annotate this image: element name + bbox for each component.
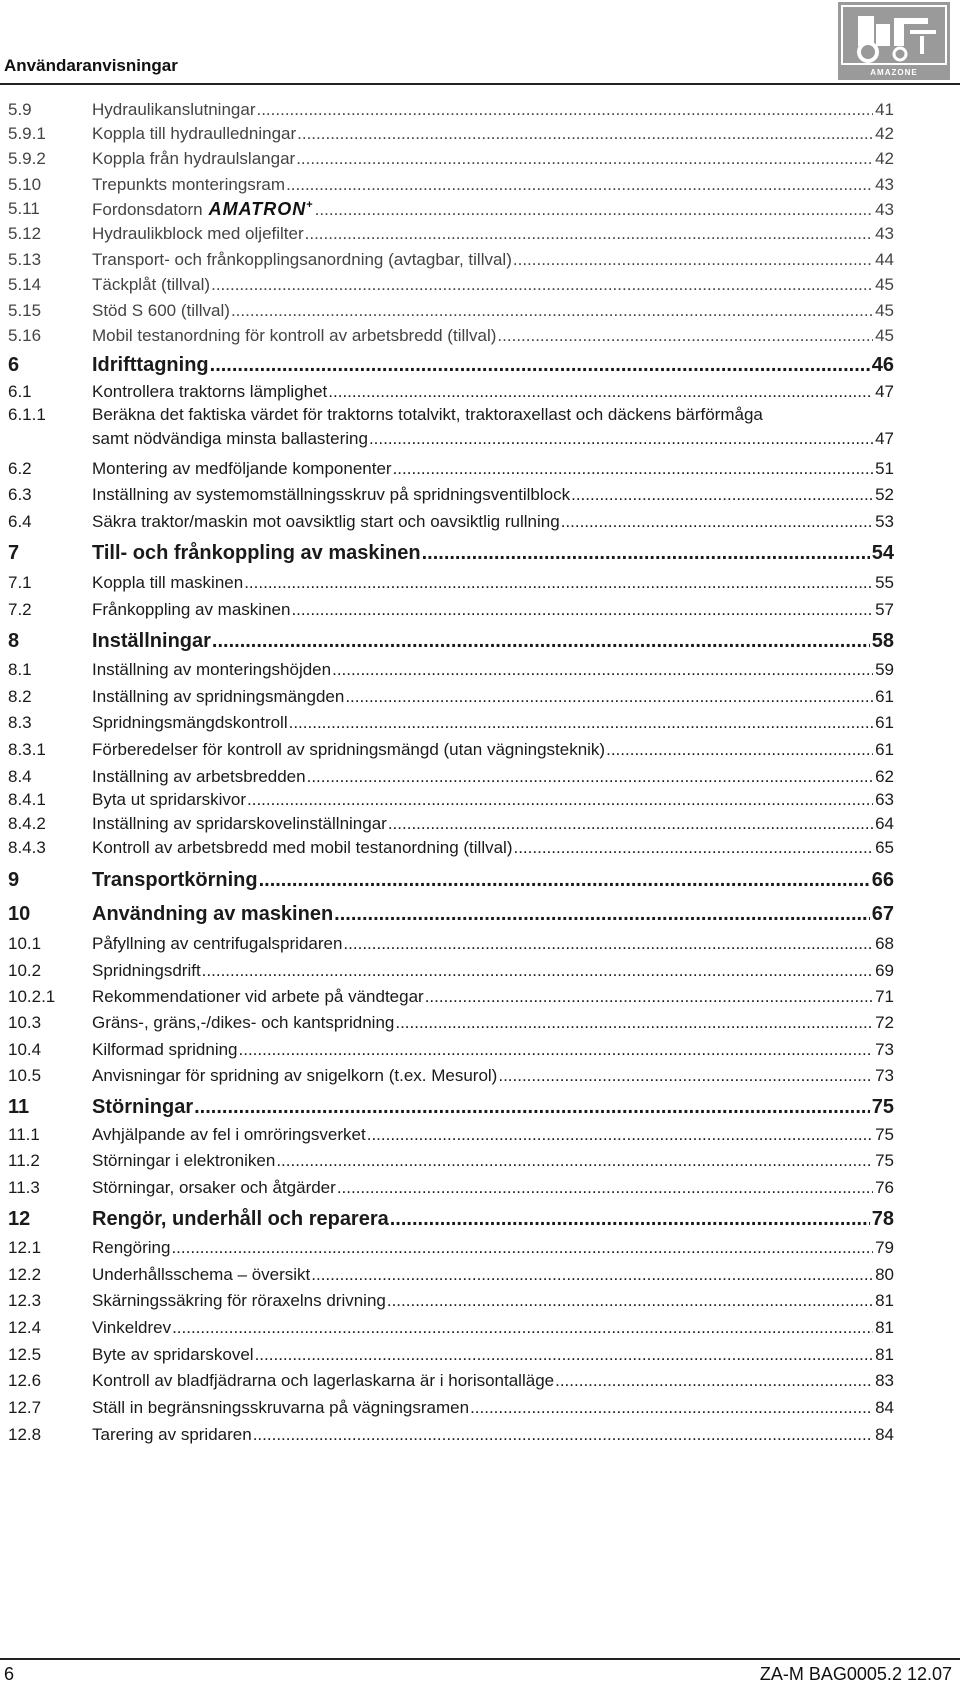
dot-leader <box>255 1345 874 1365</box>
dot-leader <box>244 573 873 593</box>
toc-entry-page: 43 <box>875 200 894 219</box>
amatron-logo <box>209 199 314 220</box>
dot-leader <box>256 100 873 120</box>
toc-entry-page: 65 <box>875 838 894 857</box>
toc-entry-page: 84 <box>875 1398 894 1417</box>
toc-entry-number: 11 <box>8 1096 30 1118</box>
toc-entry-number: 5.11 <box>8 199 40 218</box>
toc-entry-title: Mobil testanordning för kontroll av arbetsbredd (tillval) <box>92 326 497 345</box>
toc-entry-title: Trepunkts monteringsram <box>92 175 286 194</box>
toc-entry-page: 81 <box>875 1291 894 1310</box>
dot-leader <box>307 767 873 787</box>
toc-entry-title: Inställning av spridarskovelinställningar <box>92 814 387 833</box>
dot-leader <box>334 903 870 926</box>
toc-entry-title: Förberedelser för kontroll av spridningsmängd (utan vägningsteknik) <box>92 740 606 759</box>
dot-leader <box>422 542 870 565</box>
toc-entry-title: samt nödvändiga minsta ballastering <box>92 429 368 448</box>
toc-entry-title: Spridningsdrift <box>92 961 201 980</box>
toc-entry-number: 5.10 <box>8 175 42 194</box>
dot-leader <box>498 1066 873 1086</box>
toc-entry-title: Fordonsdatorn <box>92 200 203 219</box>
toc-entry-number: 11.1 <box>8 1125 40 1144</box>
toc-entry-page: 41 <box>875 100 894 119</box>
toc-entry-title: Koppla till hydraulledningar <box>92 124 297 143</box>
toc-entry-title: Gräns-, gräns,-/dikes- och kantspridning <box>92 1013 395 1032</box>
toc-entry-number: 6.2 <box>8 459 32 478</box>
toc-entry-title: Frånkoppling av maskinen <box>92 600 291 619</box>
toc-entry-number: 10.2 <box>8 961 42 980</box>
toc-entry-title: Spridningsmängdskontroll <box>92 713 288 732</box>
toc-entry-number: 6 <box>8 354 20 376</box>
toc-entry-title: Anvisningar för spridning av snigelkorn (t.ex. Mesurol) <box>92 1066 498 1085</box>
toc-entry-page: 73 <box>875 1066 894 1085</box>
dot-leader <box>395 1013 873 1033</box>
dot-leader <box>345 687 873 707</box>
toc-entry-title: Vinkeldrev <box>92 1318 172 1337</box>
toc-entry-number: 8.1 <box>8 660 32 679</box>
toc-entry-page: 43 <box>875 224 894 243</box>
dot-leader <box>328 382 873 402</box>
toc-entry-number: 5.9 <box>8 100 32 119</box>
toc-entry-number: 5.9.2 <box>8 149 46 168</box>
toc-entry-number: 8.2 <box>8 687 32 706</box>
footer-document-id: ZA-M BAG0005.2 12.07 <box>759 1664 952 1684</box>
dot-leader <box>212 630 870 653</box>
toc-entry-title: Störningar, orsaker och åtgärder <box>92 1178 336 1197</box>
toc-entry-number: 7.2 <box>8 600 32 619</box>
footer-page-number: 6 <box>4 1664 15 1684</box>
toc-entry-title: Tarering av spridaren <box>92 1425 252 1444</box>
toc-entry-number: 6.1 <box>8 382 32 401</box>
toc-entry-page: 47 <box>875 429 894 448</box>
toc-entry-title: Byta ut spridarskivor <box>92 790 246 809</box>
toc-entry-page: 43 <box>875 175 894 194</box>
dot-leader <box>343 934 873 954</box>
dot-leader <box>425 987 873 1007</box>
dot-leader <box>390 1208 870 1231</box>
footer-divider <box>0 1658 960 1660</box>
toc-entry-page: 59 <box>875 660 894 679</box>
dot-leader <box>315 200 873 220</box>
toc-entry-title: Påfyllning av centrifugalspridaren <box>92 934 343 953</box>
toc-entry-page: 81 <box>875 1318 894 1337</box>
toc-entry-page: 73 <box>875 1040 894 1059</box>
logo-text: AMAZONE <box>870 68 918 77</box>
toc-entry-number: 5.16 <box>8 326 42 345</box>
toc-entry-page: 68 <box>875 934 894 953</box>
toc-entry-number: 10.5 <box>8 1066 42 1085</box>
toc-entry-number: 8 <box>8 630 20 652</box>
toc-entry-title: Inställning av arbetsbredden <box>92 767 306 786</box>
page-title: Användaranvisningar <box>4 56 178 75</box>
toc-entry-title: Inställningar <box>92 630 211 652</box>
dot-leader <box>202 961 873 981</box>
toc-entry-number: 8.4.3 <box>8 838 46 857</box>
toc-entry-page: 75 <box>871 1096 894 1118</box>
toc-entry-page: 66 <box>871 869 894 891</box>
toc-entry-page: 75 <box>875 1151 894 1170</box>
toc-entry-page: 58 <box>871 630 894 652</box>
toc-entry-number: 12.2 <box>8 1265 42 1284</box>
toc-entry-page: 72 <box>875 1013 894 1032</box>
dot-leader <box>367 1125 873 1145</box>
toc-entry-number: 8.3 <box>8 713 32 732</box>
dot-leader <box>171 1238 873 1258</box>
toc-entry-page: 62 <box>875 767 894 786</box>
dot-leader <box>369 429 873 449</box>
toc-entry-title: Rengör, underhåll och reparera <box>92 1208 389 1230</box>
toc-entry-page: 76 <box>875 1178 894 1197</box>
toc-entry-number: 5.9.1 <box>8 124 46 143</box>
toc-entry-page: 53 <box>875 512 894 531</box>
toc-entry-page: 71 <box>875 987 894 1006</box>
dot-leader <box>387 1291 873 1311</box>
toc-entry-title: Kilformad spridning <box>92 1040 238 1059</box>
dot-leader <box>393 459 874 479</box>
toc-entry-page: 45 <box>875 326 894 345</box>
toc-entry-title: Ställ in begränsningsskruvarna på vägningsramen <box>92 1398 470 1417</box>
dot-leader <box>571 485 873 505</box>
toc-entry-page: 42 <box>875 124 894 143</box>
toc-entry-page: 83 <box>875 1371 894 1390</box>
toc-entry-number: 10.2.1 <box>8 987 56 1006</box>
toc-entry-page: 75 <box>875 1125 894 1144</box>
dot-leader <box>276 1151 873 1171</box>
toc-entry-number: 10.1 <box>8 934 42 953</box>
toc-entry-title: Störningar <box>92 1096 194 1118</box>
dot-leader <box>210 354 870 377</box>
toc-entry-page: 46 <box>871 354 894 376</box>
toc-entry-title: Skärningssäkring för röraxelns drivning <box>92 1291 386 1310</box>
toc-entry-title: Beräkna det faktiska värdet för traktorns totalvikt, traktoraxellast och däckens bärförmåga <box>92 405 763 424</box>
toc-entry-title: Täckplåt (tillval) <box>92 275 211 294</box>
dot-leader <box>513 250 873 270</box>
toc-entry-title: Inställning av monteringshöjden <box>92 660 332 679</box>
toc-entry-number: 8.4.1 <box>8 790 46 809</box>
toc-entry-page: 79 <box>875 1238 894 1257</box>
toc-entry-title: Kontroll av bladfjädrarna och lagerlaskarna är i horisontalläge <box>92 1371 555 1390</box>
toc-entry-number: 5.12 <box>8 224 42 243</box>
dot-leader <box>606 740 873 760</box>
amatron-logo-text: AMATRON <box>208 199 307 219</box>
toc-entry-page: 55 <box>875 573 894 592</box>
toc-entry-title: Hydraulikblock med oljefilter <box>92 224 304 243</box>
dot-leader <box>289 713 873 733</box>
toc-entry-number: 8.4 <box>8 767 32 786</box>
toc-entry-number: 12.3 <box>8 1291 42 1310</box>
toc-entry-page: 63 <box>875 790 894 809</box>
toc-entry-page: 51 <box>875 459 894 478</box>
dot-leader <box>311 1265 873 1285</box>
toc-entry-number: 7.1 <box>8 573 32 592</box>
toc-entry-title: Stöd S 600 (tillval) <box>92 301 230 320</box>
toc-entry-page: 69 <box>875 961 894 980</box>
toc-entry-number: 6.4 <box>8 512 32 531</box>
dot-leader <box>513 838 873 858</box>
toc-entry-number: 12.5 <box>8 1345 42 1364</box>
toc-entry-title: Rengöring <box>92 1238 171 1257</box>
toc-entry-number: 10.4 <box>8 1040 42 1059</box>
dot-leader <box>239 1040 874 1060</box>
toc-entry-page: 57 <box>875 600 894 619</box>
dot-leader <box>388 814 873 834</box>
toc-entry-title: Inställning av systemomställningsskruv på spridningsventilblock <box>92 485 571 504</box>
toc-entry-title: Säkra traktor/maskin mot oavsiktlig start och oavsiktlig rullning <box>92 512 560 531</box>
toc-entry-number: 11.2 <box>8 1151 40 1170</box>
toc-entry-title: Användning av maskinen <box>92 903 334 925</box>
toc-entry-number: 12.1 <box>8 1238 42 1257</box>
toc-entry-page: 61 <box>875 740 894 759</box>
toc-entry-number: 9 <box>8 869 20 891</box>
dot-leader <box>332 660 873 680</box>
dot-leader <box>561 512 873 532</box>
toc-entry-title: Koppla från hydraulslangar <box>92 149 296 168</box>
toc-entry-page: 78 <box>871 1208 894 1230</box>
toc-entry-page: 64 <box>875 814 894 833</box>
dot-leader <box>253 1425 873 1445</box>
toc-entry-title: Transport- och frånkopplingsanordning (avtagbar, tillval) <box>92 250 512 269</box>
toc-entry-number: 5.14 <box>8 275 42 294</box>
toc-entry-page: 67 <box>871 903 894 925</box>
toc-entry-title: Underhållsschema – översikt <box>92 1265 311 1284</box>
toc-entry-page: 61 <box>875 687 894 706</box>
toc-entry-page: 42 <box>875 149 894 168</box>
toc-entry-title: Hydraulikanslutningar <box>92 100 256 119</box>
dot-leader <box>247 790 873 810</box>
dot-leader <box>497 326 873 346</box>
toc-entry-page: 84 <box>875 1425 894 1444</box>
toc-entry-number: 12.4 <box>8 1318 42 1337</box>
toc-entry-page: 54 <box>871 542 894 564</box>
toc-entry-number: 5.13 <box>8 250 42 269</box>
dot-leader <box>172 1318 873 1338</box>
toc-entry-title: Störningar i elektroniken <box>92 1151 276 1170</box>
toc-entry-title: Till- och frånkoppling av maskinen <box>92 542 421 564</box>
toc-entry-title: Koppla till maskinen <box>92 573 244 592</box>
toc-entry-page: 45 <box>875 275 894 294</box>
toc-entry-title: Avhjälpande av fel i omröringsverket <box>92 1125 366 1144</box>
toc-entry-page: 45 <box>875 301 894 320</box>
toc-entry-title: Inställning av spridningsmängden <box>92 687 345 706</box>
toc-entry-number: 12 <box>8 1208 31 1230</box>
toc-entry-title: Idrifttagning <box>92 354 209 376</box>
dot-leader <box>305 224 873 244</box>
dot-leader <box>211 275 873 295</box>
toc-entry-number: 5.15 <box>8 301 42 320</box>
toc-entry-page: 81 <box>875 1345 894 1364</box>
toc-entry-number: 12.6 <box>8 1371 42 1390</box>
dot-leader <box>337 1178 873 1198</box>
toc-entry-page: 52 <box>875 485 894 504</box>
toc-entry-page: 80 <box>875 1265 894 1284</box>
toc-entry-number: 8.3.1 <box>8 740 46 759</box>
toc-entry-number: 11.3 <box>8 1178 40 1197</box>
toc-entry-number: 12.8 <box>8 1425 42 1444</box>
toc-entry-title: Kontrollera traktorns lämplighet <box>92 382 328 401</box>
dot-leader <box>296 149 873 169</box>
toc-entry-page: 47 <box>875 382 894 401</box>
toc-entry-title: Rekommendationer vid arbete på vändtegar <box>92 987 424 1006</box>
toc-entry-title: Transportkörning <box>92 869 258 891</box>
dot-leader <box>194 1096 870 1119</box>
toc-entry-page: 44 <box>875 250 894 269</box>
toc-entry-title: Kontroll av arbetsbredd med mobil testanordning (tillval) <box>92 838 513 857</box>
dot-leader <box>297 124 873 144</box>
toc-entry-title: Montering av medföljande komponenter <box>92 459 392 478</box>
toc-entry-number: 10.3 <box>8 1013 42 1032</box>
toc-entry-number: 7 <box>8 542 20 564</box>
dot-leader <box>291 600 873 620</box>
dot-leader <box>286 175 873 195</box>
amatron-logo-plus: + <box>306 199 314 211</box>
dot-leader <box>231 301 873 321</box>
dot-leader <box>470 1398 873 1418</box>
toc-entry-number: 6.1.1 <box>8 405 46 424</box>
dot-leader <box>259 869 870 892</box>
toc-entry-number: 6.3 <box>8 485 32 504</box>
toc-entry-number: 12.7 <box>8 1398 42 1417</box>
toc-entry-page: 61 <box>875 713 894 732</box>
toc-entry-number: 8.4.2 <box>8 814 46 833</box>
dot-leader <box>555 1371 873 1391</box>
toc-entry-title: Byte av spridarskovel <box>92 1345 254 1364</box>
toc-entry-number: 10 <box>8 903 31 925</box>
